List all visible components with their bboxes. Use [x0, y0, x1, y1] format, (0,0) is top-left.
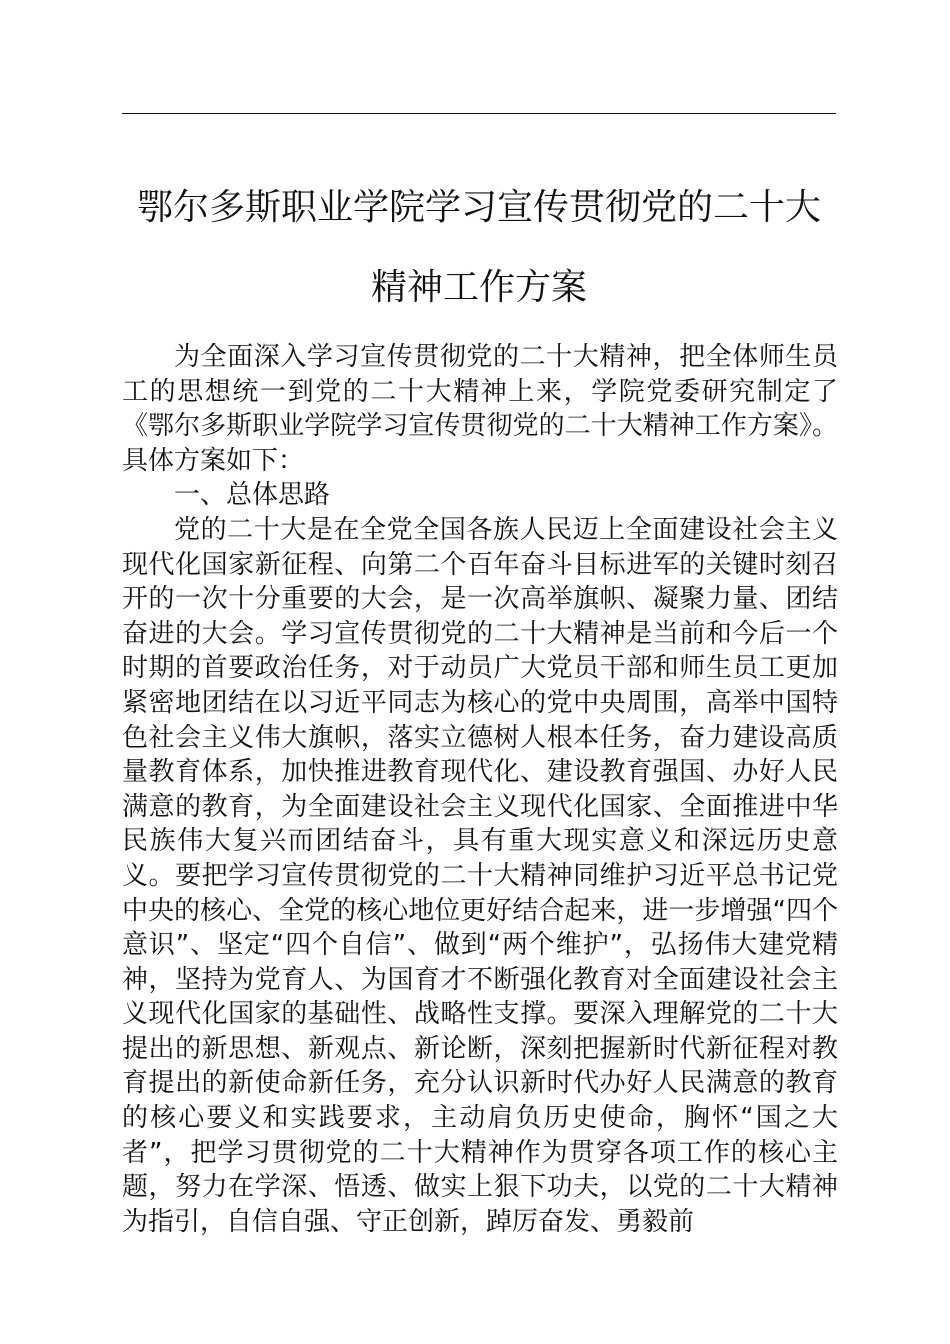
document-title: 鄂尔多斯职业学院学习宣传贯彻党的二十大精神工作方案 — [136, 187, 821, 308]
intro-paragraph: 为全面深入学习宣传贯彻党的二十大精神，把全体师生员工的思想统一到党的二十大精神上来，学院党委研究制定了《鄂尔多斯职业学院学习宣传贯彻党的二十大精神工作方案》。具体方案如下： — [122, 342, 838, 476]
section-paragraph: 党的二十大是在全党全国各族人民迈上全面建设社会主义现代化国家新征程、向第二个百年奋斗目标进军的关键时刻召开的一次十分重要的大会，是一次高举旗帜、凝聚力量、团结奋进的大会。学习宣传贯彻党的二十大精神是当前和今后一个时期的首要政治任务，对于动员广大党员干部和师生员工更加紧密地团结在以习近平同志为核心的党中央周围，高举中国特色社会主义伟大旗帜，落实立德树人根本任务，奋力建设高质量教育体系，加快推进教育现代化、建设教育强国、办好人民满意的教育，为全面建设社会主义现代化国家、全面推进中华民族伟大复兴而团结奋斗，具有重大现实意义和深远历史意义。要把学习宣传贯彻党的二十大精神同维护习近平总书记党中央的核心、全党的核心地位更好结合起来，进一步增强“四个意识”、坚定“四个自信”、做到“两个维护”，弘扬伟大建党精神，坚持为党育人、为国育才不断强化教育对全面建设社会主义现代化国家的基础性、战略性支撑。要深入理解党的二十大提出的新思想、新观点、新论断，深刻把握新时代新征程对教育提出的新使命新任务，充分认识新时代办好人民满意的教育的核心要义和实践要求，主动肩负历史使命，胸怀“国之大者”，把学习贯彻党的二十大精神作为贯穿各项工作的核心主题，努力在学深、悟透、做实上狠下功夫，以党的二十大精神为指引，自信自强、守正创新，踔厉奋发、勇毅前 — [122, 514, 838, 1237]
header-rule — [122, 113, 836, 114]
section-heading: 一、总体思路 — [174, 480, 331, 511]
document-body — [122, 340, 838, 1239]
